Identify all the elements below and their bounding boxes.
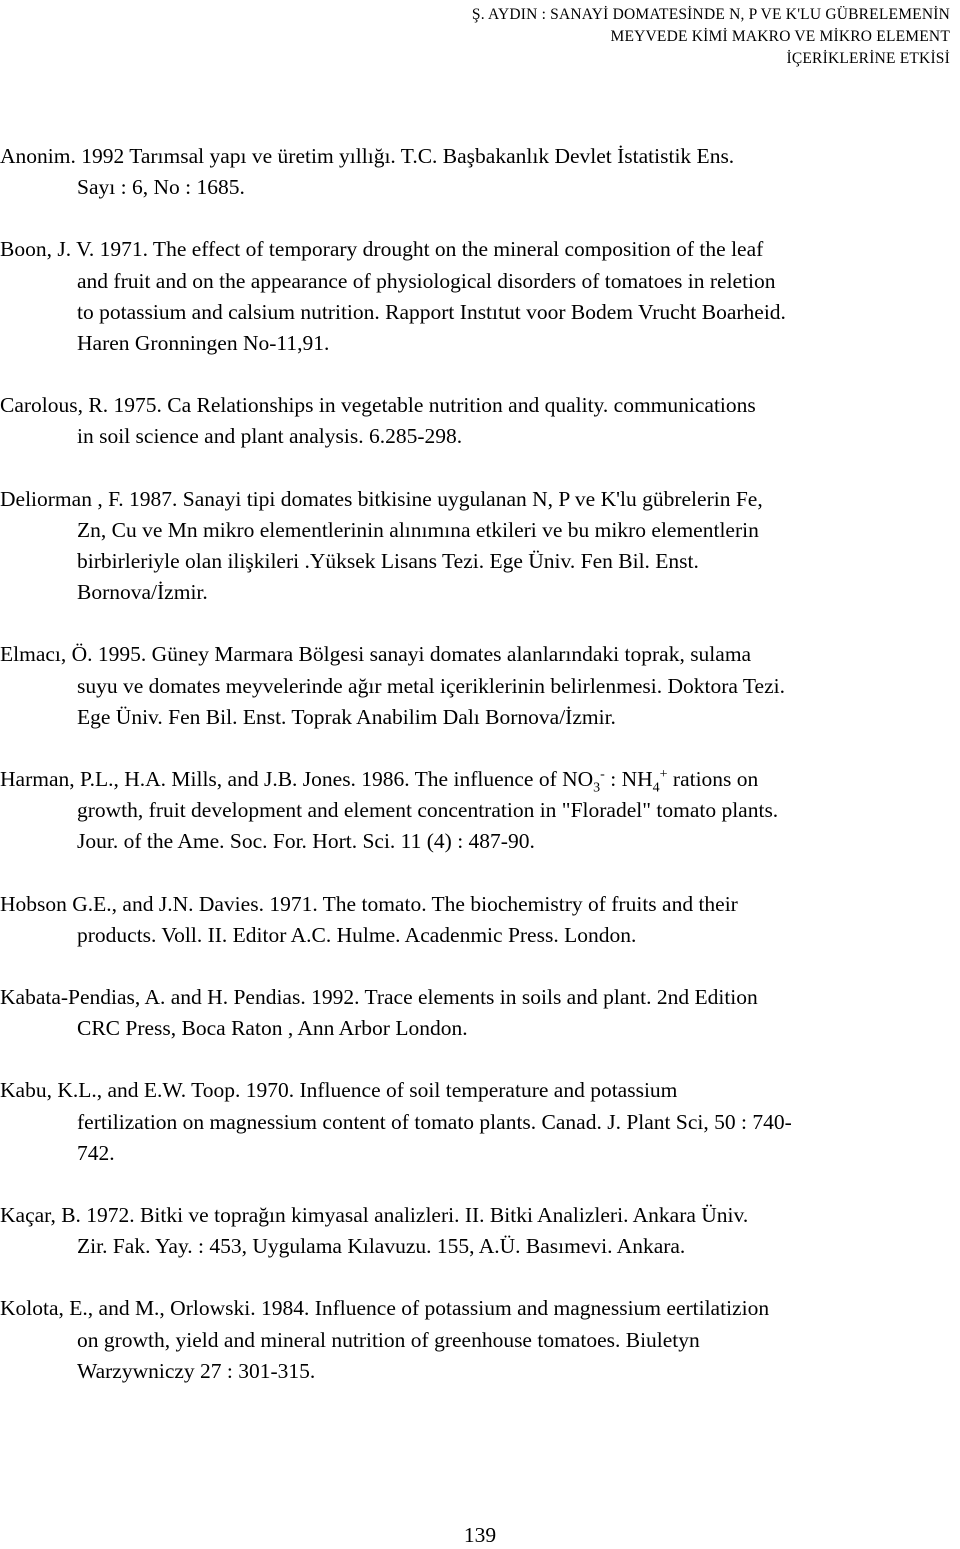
- page-number: 139: [463, 1523, 497, 1547]
- running-header-line-3: İÇERİKLERİNE ETKİSİ: [786, 50, 950, 67]
- subscript: 3: [593, 780, 601, 796]
- reference-text: Kaçar, B. 1972. Bitki ve toprağın kimyasal analizleri. II. Bitki Analizleri. Ankara Üniv. Zir. Fak. Yay. : 453, Uygulama Kılavuzu. 155, A.Ü. Basımevi. Ankara.: [0, 1203, 749, 1259]
- running-header: [250, 4, 950, 70]
- running-header-line-1: Ş. AYDIN : SANAYİ DOMATESİNDE N, P VE K'LU GÜBRELEMENİN: [471, 6, 950, 23]
- reference-kolota-1984: [0, 1293, 955, 1387]
- superscript: +: [659, 766, 668, 782]
- subscript: 4: [652, 780, 660, 796]
- reference-text: Boon, J. V. 1971. The effect of temporary drought on the mineral composition of the leaf and fruit and on the appearance of physiological disorders of tomatoes in reletion to potassium and calsium nutrition. Rapport Instıtut voor Bodem Vrucht Boarheid. Haren Gronningen No-11,91.: [0, 237, 786, 356]
- reference-text: Elmacı, Ö. 1995. Güney Marmara Bölgesi sanayi domates alanlarındaki toprak, sulama suyu ve domates meyvelerinde ağır metal içeriklerinin belirlenmesi. Doktora Tezi. Ege Üniv. Fen Bil. Enst. Toprak Anabilim Dalı Bornova/İzmir.: [0, 642, 785, 729]
- reference-text: Carolous, R. 1975. Ca Relationships in vegetable nutrition and quality. communications in soil science and plant analysis. 6.285-298.: [0, 393, 756, 449]
- reference-hobson-1971: [0, 889, 955, 951]
- reference-text: Kolota, E., and M., Orlowski. 1984. Influence of potassium and magnessium eertilatizion on growth, yield and mineral nutrition of greenhouse tomatoes. Biuletyn Warzywniczy 27 : 301-315.: [0, 1296, 770, 1383]
- reference-text-part: rations on growth, fruit development and element concentration in "Floradel" tomato plants. Jour. of the Ame. Soc. For. Hort. Sci. 11 (4) : 487-90.: [77, 767, 779, 854]
- superscript: -: [600, 766, 605, 782]
- reference-kacar-1972: [0, 1200, 955, 1262]
- reference-text: Deliorman , F. 1987. Sanayi tipi domates bitkisine uygulanan N, P ve K'lu gübrelerin Fe, Zn, Cu ve Mn mikro elementlerinin alınımına etkileri ve bu mikro elementlerin birbirleriyle olan ilişkileri .Yüksek Lisans Tezi. Ege Üniv. Fen Bil. Enst. Bornova/İzmir.: [0, 486, 763, 605]
- reference-text-part: Harman, P.L., H.A. Mills, and J.B. Jones. 1986. The influence of NO: [0, 767, 594, 792]
- reference-deliorman-1987: [0, 484, 955, 609]
- reference-boon-1971: [0, 234, 955, 359]
- reference-harman-1986: [0, 764, 955, 858]
- reference-text: Kabu, K.L., and E.W. Toop. 1970. Influence of soil temperature and potassium fertilization on magnessium content of tomato plants. Canad. J. Plant Sci, 50 : 740- 742.: [0, 1078, 792, 1165]
- reference-list: [0, 141, 960, 1387]
- reference-kabu-1970: [0, 1075, 955, 1169]
- reference-text-part: : NH: [604, 767, 653, 792]
- reference-text: Anonim. 1992 Tarımsal yapı ve üretim yıllığı. T.C. Başbakanlık Devlet İstatistik Ens. Sayı : 6, No : 1685.: [0, 144, 735, 200]
- reference-anonim-1992: [0, 141, 955, 203]
- reference-elmaci-1995: [0, 639, 955, 733]
- reference-carolous-1975: [0, 390, 955, 452]
- reference-text: Hobson G.E., and J.N. Davies. 1971. The tomato. The biochemistry of fruits and their products. Voll. II. Editor A.C. Hulme. Acadenmic Press. London.: [0, 891, 738, 947]
- reference-text: Kabata-Pendias, A. and H. Pendias. 1992. Trace elements in soils and plant. 2nd Edition CRC Press, Boca Raton , Ann Arbor London.: [0, 985, 758, 1041]
- running-header-line-2: MEYVEDE KİMİ MAKRO VE MİKRO ELEMENT: [610, 28, 950, 45]
- reference-kabata-pendias-1992: [0, 982, 955, 1044]
